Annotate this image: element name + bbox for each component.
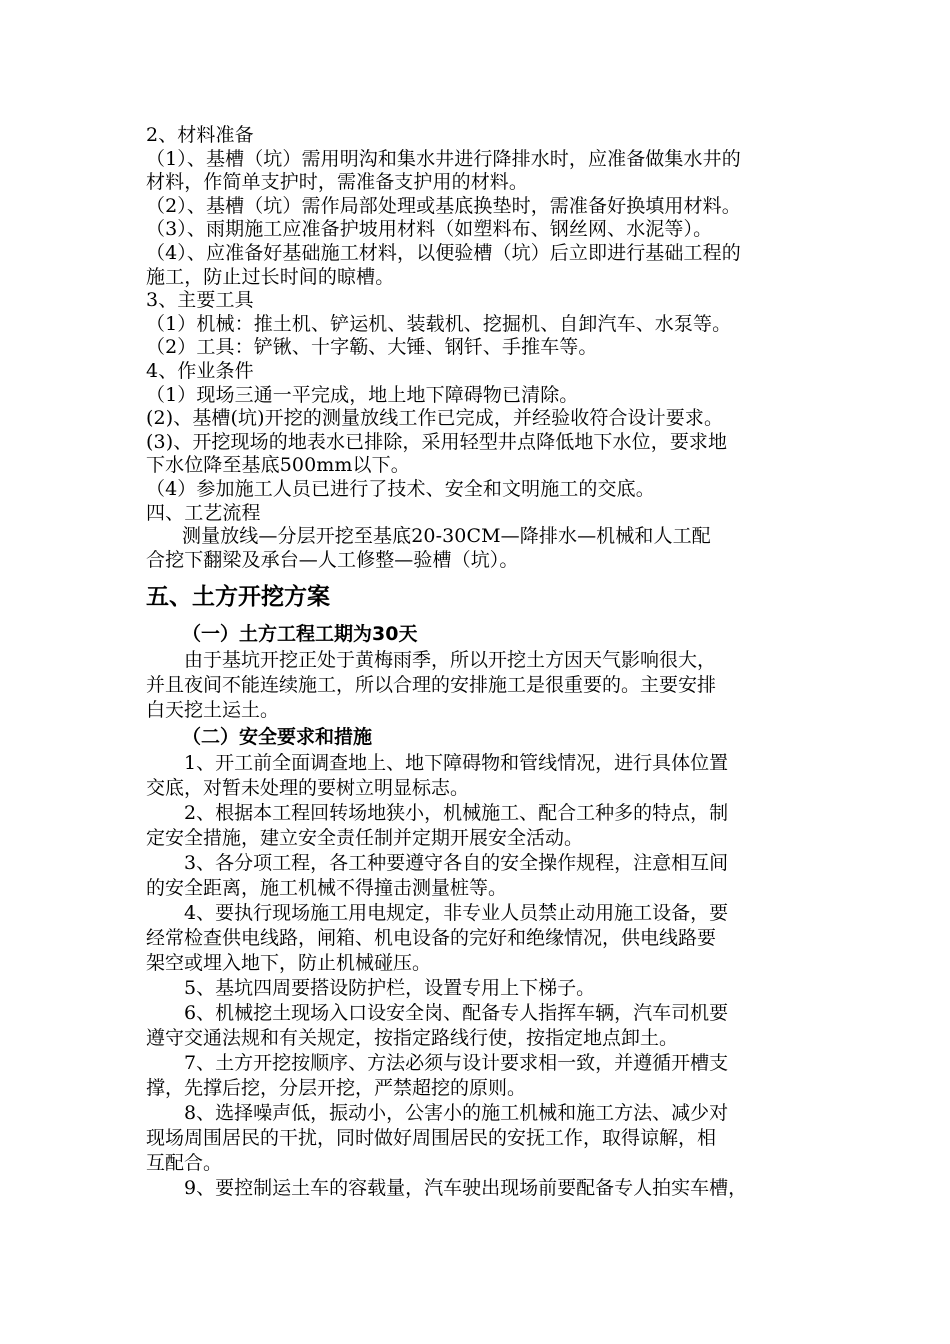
text-line: 2、根据本工程回转场地狭小，机械施工、配合工种多的特点，制: [184, 802, 729, 825]
text-line: 交底，对暂未处理的要树立明显标志。: [146, 777, 470, 800]
section-title: 2、材料准备: [146, 124, 254, 146]
section-tools: [146, 289, 812, 360]
text-line: （1）机械：推土机、铲运机、装载机、挖掘机、自卸汽车、水泵等。: [146, 312, 732, 335]
text-line: 4、要执行现场施工用电规定，非专业人员禁止动用施工设备，要: [184, 902, 729, 925]
text-line: 8、选择噪声低，振动小，公害小的施工机械和施工方法、减少对: [184, 1102, 729, 1125]
text-line: 测量放线—分层开挖至基底20-30CM—降排水—机械和人工配: [182, 525, 711, 548]
text-line: 撑，先撑后挖，分层开挖，严禁超挖的原则。: [146, 1077, 527, 1100]
section-title: 3、主要工具: [146, 289, 254, 312]
safety-measures-list: [146, 751, 812, 1201]
text-line: （2）工具：铲锹、十字簕、大锤、钢钎、手推车等。: [146, 336, 598, 359]
text-line: 并且夜间不能连续施工，所以合理的安排施工是很重要的。主要安排: [146, 674, 717, 697]
subsection-heading: （二）安全要求和措施: [182, 726, 373, 749]
text-line: 经常检查供电线路，闸箱、机电设备的完好和绝缘情况，供电线路要: [146, 927, 717, 950]
text-line: 互配合。: [146, 1152, 223, 1175]
text-line: （3）、雨期施工应准备护坡用材料（如塑料布、钢丝网、水泥等）。: [146, 218, 713, 241]
text-line: 的安全距离，施工机械不得撞击测量桩等。: [146, 877, 508, 900]
text-line: 现场周围居民的干扰，同时做好周围居民的安抚工作，取得谅解，相: [146, 1127, 717, 1150]
document-page: [146, 124, 812, 1201]
text-line: 9、要控制运土车的容载量，汽车驶出现场前要配备专人拍实车槽，: [184, 1177, 748, 1200]
section-materials: [146, 124, 812, 289]
section-conditions: [146, 360, 812, 502]
text-line: 合挖下翻梁及承台—人工修整—验槽（坑）。: [146, 548, 519, 571]
chapter-heading: 五、土方开挖方案: [146, 584, 330, 611]
text-line: （4）参加施工人员已进行了技术、安全和文明施工的交底。: [146, 477, 655, 500]
text-line: （1）现场三通一平完成，地上地下障碍物已清除。: [146, 383, 579, 406]
text-line: (3)、开挖现场的地表水已排除，采用轻型井点降低地下水位，要求地: [146, 430, 728, 453]
text-line: （2）、基槽（坑）需作局部处理或基底换垫时，需准备好换填用材料。: [146, 194, 741, 217]
text-line: 材料，作简单支护时，需准备支护用的材料。: [146, 171, 529, 194]
section-title: 四、工艺流程: [146, 501, 261, 524]
text-line: (2)、基槽(坑)开挖的测量放线工作已完成，并经验收符合设计要求。: [146, 407, 724, 430]
section-title: 4、作业条件: [146, 359, 254, 382]
text-line: 架空或埋入地下，防止机械碰压。: [146, 952, 432, 975]
subsection-heading: （一）土方工程工期为30天: [182, 623, 418, 646]
text-line: 5、基坑四周要搭设防护栏，设置专用上下梯子。: [184, 977, 596, 1000]
text-line: 7、土方开挖按顺序、方法必须与设计要求相一致，并遵循开槽支: [184, 1052, 729, 1075]
section-process-flow: [146, 502, 812, 573]
text-line: 3、各分项工程，各工种要遵守各自的安全操作规程，注意相互间: [184, 852, 729, 875]
text-line: 下水位降至基底500mm以下。: [146, 454, 410, 477]
text-line: 定安全措施，建立安全责任制并定期开展安全活动。: [146, 827, 584, 850]
text-line: 白天挖土运土。: [146, 699, 280, 722]
text-line: （4）、应准备好基础施工材料，以便验槽（坑）后立即进行基础工程的: [146, 241, 741, 264]
schedule-paragraph: [146, 648, 812, 723]
text-line: （1）、基槽（坑）需用明沟和集水井进行降排水时，应准备做集水井的: [146, 147, 741, 170]
text-line: 6、机械挖土现场入口设安全岗、配备专人指挥车辆，汽车司机要: [184, 1002, 729, 1025]
text-line: 施工，防止过长时间的晾槽。: [146, 265, 395, 288]
text-line: 1、开工前全面调查地上、地下障碍物和管线情况，进行具体位置: [184, 752, 729, 775]
text-line: 遵守交通法规和有关规定，按指定路线行使，按指定地点卸土。: [146, 1027, 679, 1050]
text-line: 由于基坑开挖正处于黄梅雨季，所以开挖土方因天气影响很大，: [184, 649, 717, 672]
